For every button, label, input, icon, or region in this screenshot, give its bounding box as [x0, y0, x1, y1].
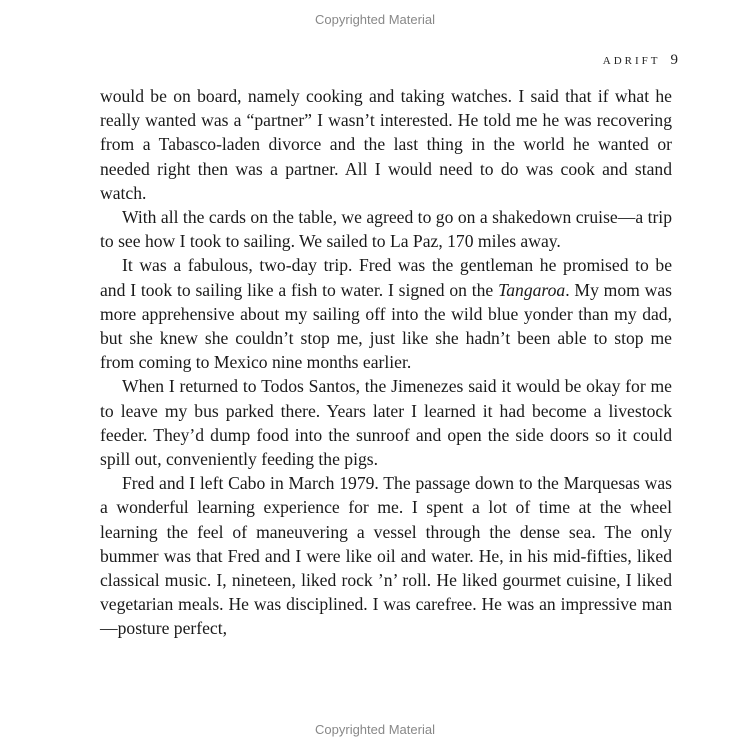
chapter-title: ADRIFT	[602, 55, 661, 67]
paragraph-3-after: . My mom was more apprehensive about my sailing off into the wild blue yonder than my dad, but she knew she couldn’t stop me, just like she hadn’t been able to stop me from coming to Mexico nine months earlier.	[100, 279, 672, 373]
paragraph-3	[100, 253, 672, 374]
paragraph-1: would be on board, namely cooking and taking watches. I said that if what he really wanted was a “partner” I wasn’t interested. He told me he was recovering from a Tabasco-laden divorce and the last thing in the world he wanted or needed right then was a partner. All I would need to do was cook and stand watch.	[100, 86, 672, 203]
copyright-watermark-top: Copyrighted Material	[315, 12, 435, 27]
boat-name: Tangaroa	[498, 279, 566, 300]
paragraph-5: Fred and I left Cabo in March 1979. The passage down to the Marquesas was a wonderful learning experience for me. I spent a lot of time at the wheel learning the feel of maneuvering a vessel through the dense sea. The only bummer was that Fred and I were like oil and water. He, in his mid-fifties, liked classical music. I, nineteen, liked rock ’n’ roll. He liked gourmet cuisine, I liked vegetarian meals. He was disciplined. I was carefree. He was an impressive man—posture perfect,	[100, 473, 672, 639]
copyright-watermark-bottom: Copyrighted Material	[315, 722, 435, 737]
paragraph-3-before: It was a fabulous, two-day trip. Fred was the gentleman he promised to be and I took to sailing like a fish to water. I signed on the	[100, 255, 672, 300]
paragraph-4: When I returned to Todos Santos, the Jimenezes said it would be okay for me to leave my bus parked there. Years later I learned it had become a livestock feeder. They’d dump food into the sunroof and open the side doors so it could spill out, conveniently feeding the pigs.	[100, 376, 672, 470]
page-number: 9	[670, 52, 678, 68]
paragraph-2: With all the cards on the table, we agreed to go on a shakedown cruise—a trip to see how I took to sailing. We sailed to La Paz, 170 miles away.	[100, 207, 672, 252]
body-text	[100, 84, 672, 641]
running-head	[603, 51, 678, 69]
